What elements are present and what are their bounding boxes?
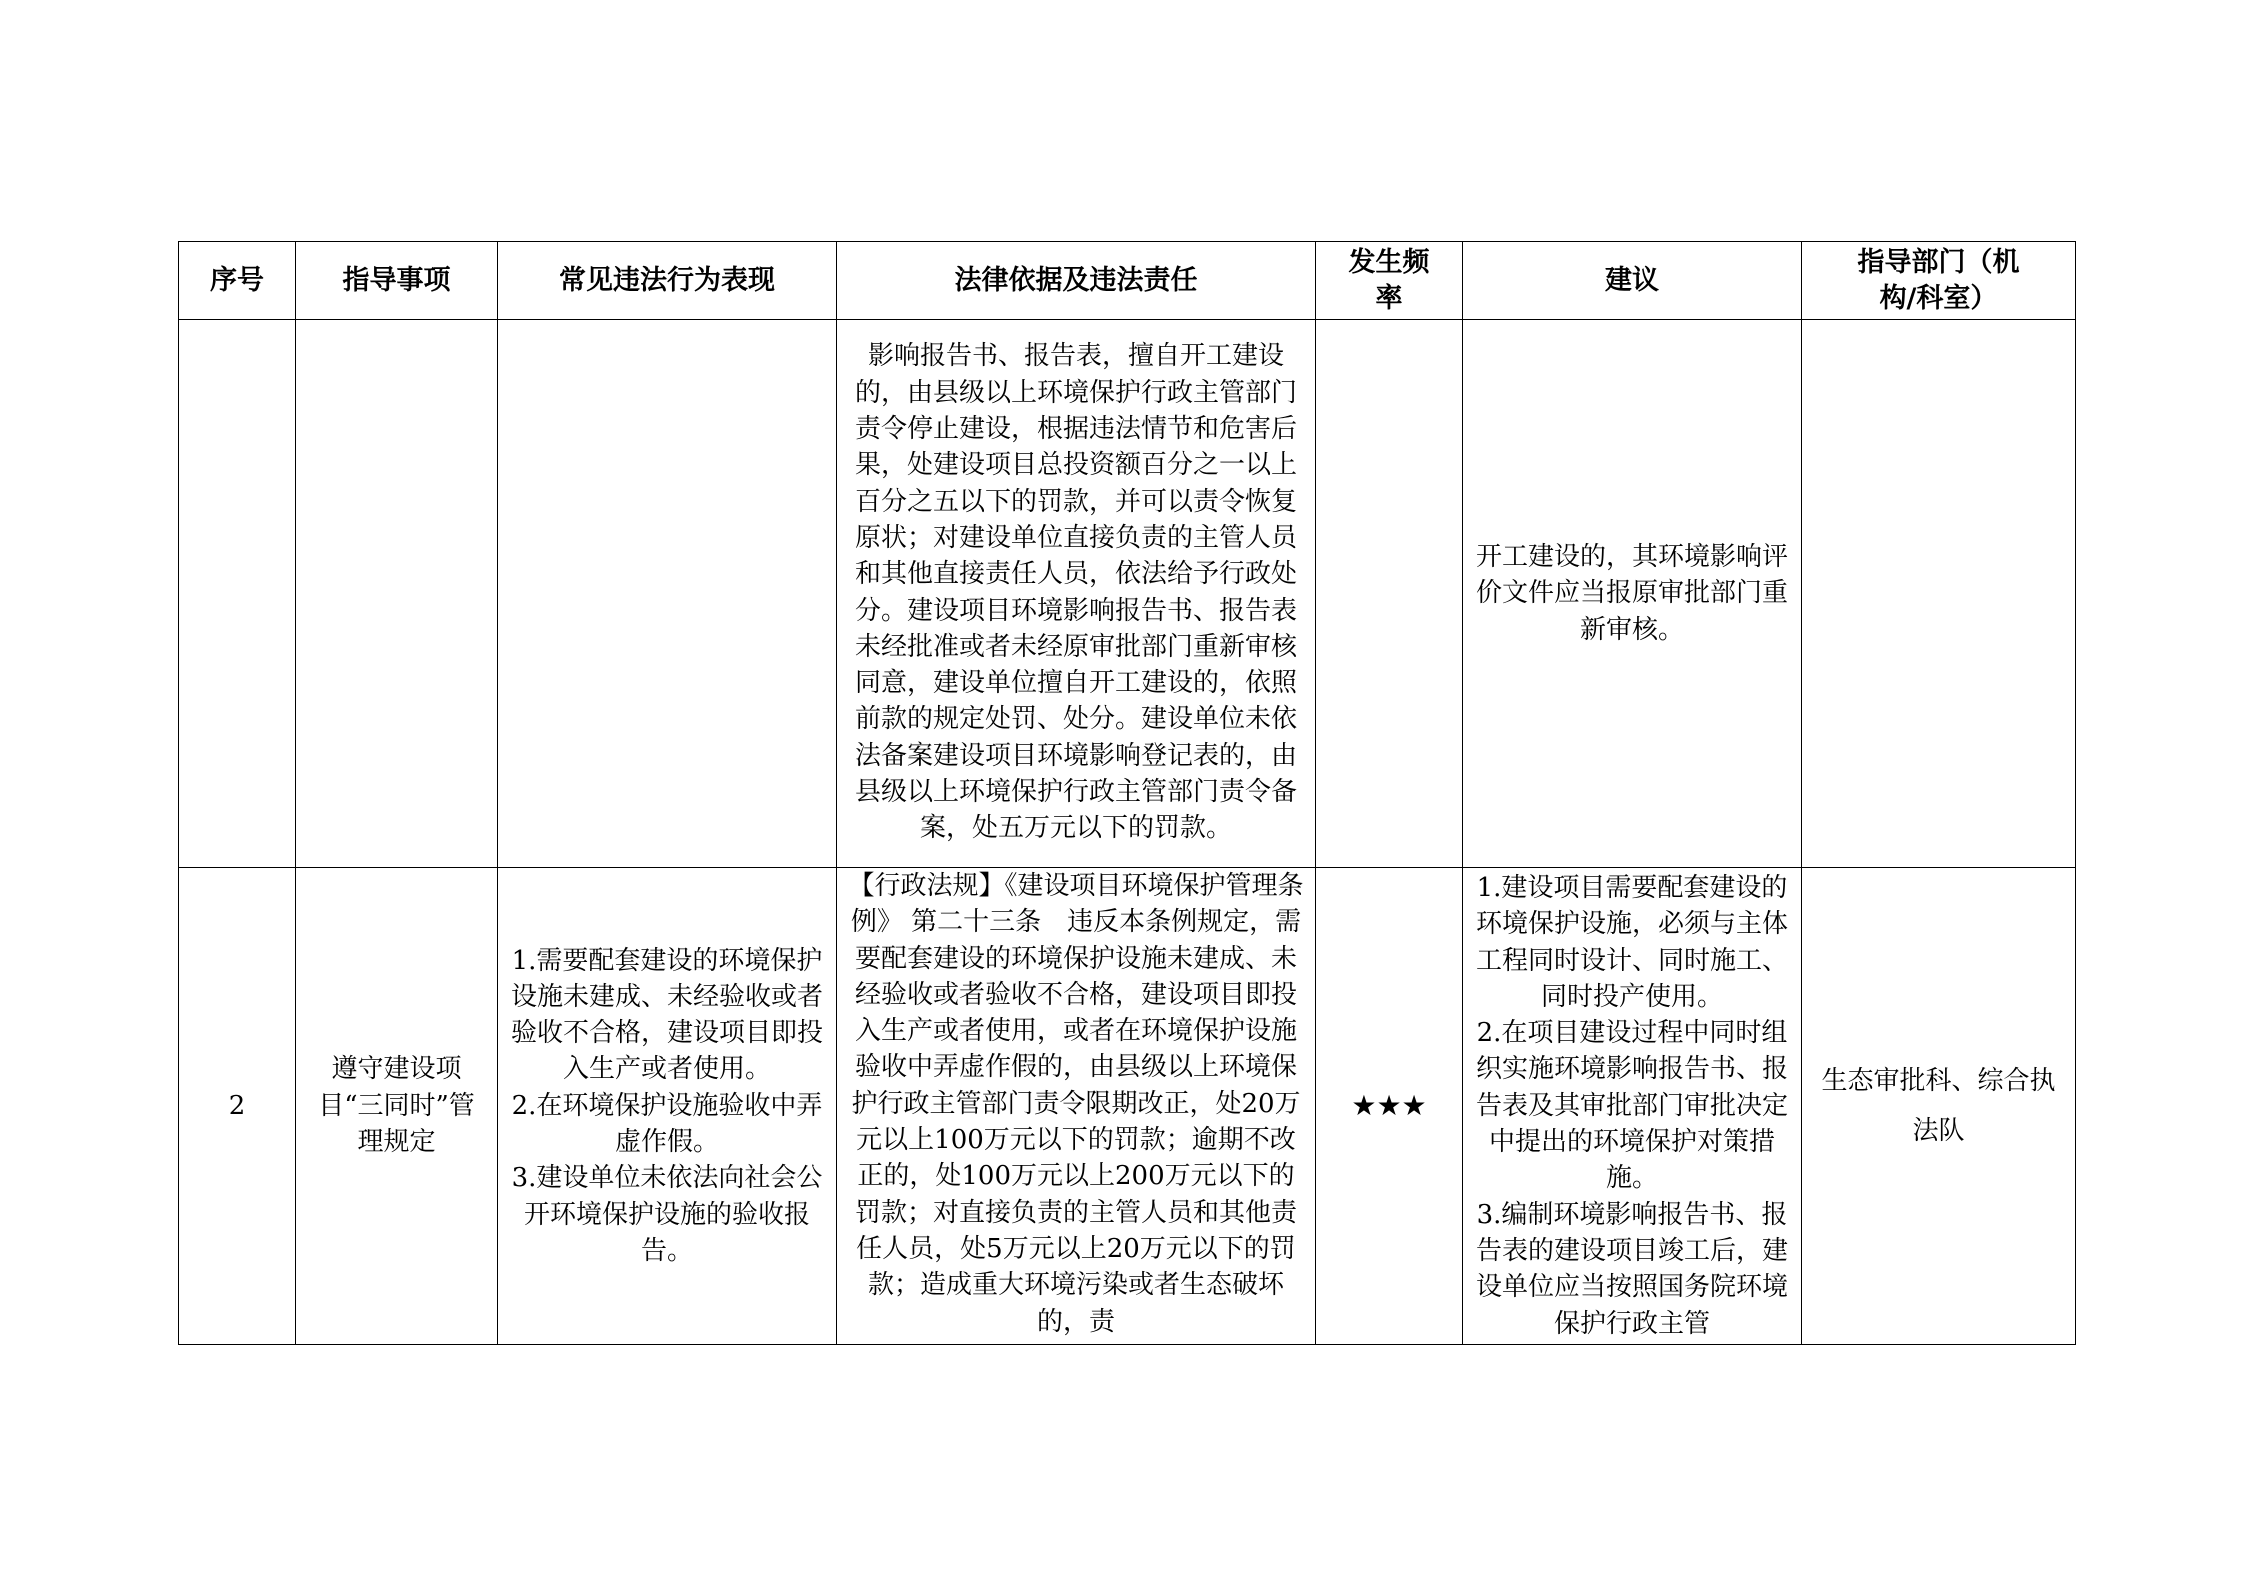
header-law: 法律依据及违法责任 [837,242,1316,320]
cell-item: 遵守建设项目“三同时”管理规定 [296,868,498,1345]
header-behaviors: 常见违法行为表现 [498,242,837,320]
header-suggestion: 建议 [1463,242,1802,320]
table-row [179,868,2076,1345]
cell-item [296,320,498,868]
cell-frequency [1316,868,1463,1345]
cell-frequency [1316,320,1463,868]
header-item: 指导事项 [296,242,498,320]
cell-law: 影响报告书、报告表，擅自开工建设的，由县级以上环境保护行政主管部门责令停止建设，根据违法情节和危害后果，处建设项目总投资额百分之一以上百分之五以下的罚款，并可以责令恢复原状；对建设单位直接负责的主管人员和其他直接责任人员，依法给予行政处分。建设项目环境影响报告书、报告表未经批准或者未经原审批部门重新审核同意，建设单位擅自开工建设的，依照前款的规定处罚、处分。建设单位未依法备案建设项目环境影响登记表的，由县级以上环境保护行政主管部门责令备案，处五万元以下的罚款。 [837,320,1316,868]
cell-law: 【行政法规】《建设项目环境保护管理条例》 第二十三条 违反本条例规定，需要配套建设的环境保护设施未建成、未经验收或者验收不合格，建设项目即投入生产或者使用，或者在环境保护设施验收中弄虚作假的，由县级以上环境保护行政主管部门责令限期改正，处20万元以上100万元以下的罚款；逾期不改正的，处100万元以上200万元以下的罚款；对直接负责的主管人员和其他责任人员，处5万元以上20万元以下的罚款；造成重大环境污染或者生态破坏的，责 [837,868,1316,1345]
frequency-stars: ★★★ [1351,1088,1427,1122]
cell-suggestion: 开工建设的，其环境影响评价文件应当报原审批部门重新审核。 [1463,320,1802,868]
cell-no [179,320,296,868]
cell-department [1802,320,2076,868]
table-header-row [179,242,2076,320]
header-frequency: 发生频率 [1316,242,1463,320]
guidance-table [178,241,2076,1345]
cell-department: 生态审批科、综合执法队 [1802,868,2076,1345]
header-department: 指导部门（机构/科室） [1802,242,2076,320]
cell-suggestion: 1.建设项目需要配套建设的环境保护设施，必须与主体工程同时设计、同时施工、同时投产使用。 2.在项目建设过程中同时组织实施环境影响报告书、报告表及其审批部门审批决定中提出的环境保护对策措施。 3.编制环境影响报告书、报告表的建设项目竣工后，建设单位应当按照国务院环境保护行政主管 [1463,868,1802,1345]
cell-behaviors [498,320,837,868]
table-row [179,320,2076,868]
header-no: 序号 [179,242,296,320]
cell-no: 2 [179,868,296,1345]
cell-behaviors: 1.需要配套建设的环境保护设施未建成、未经验收或者验收不合格，建设项目即投入生产或者使用。 2.在环境保护设施验收中弄虚作假。 3.建设单位未依法向社会公开环境保护设施的验收报告。 [498,868,837,1345]
